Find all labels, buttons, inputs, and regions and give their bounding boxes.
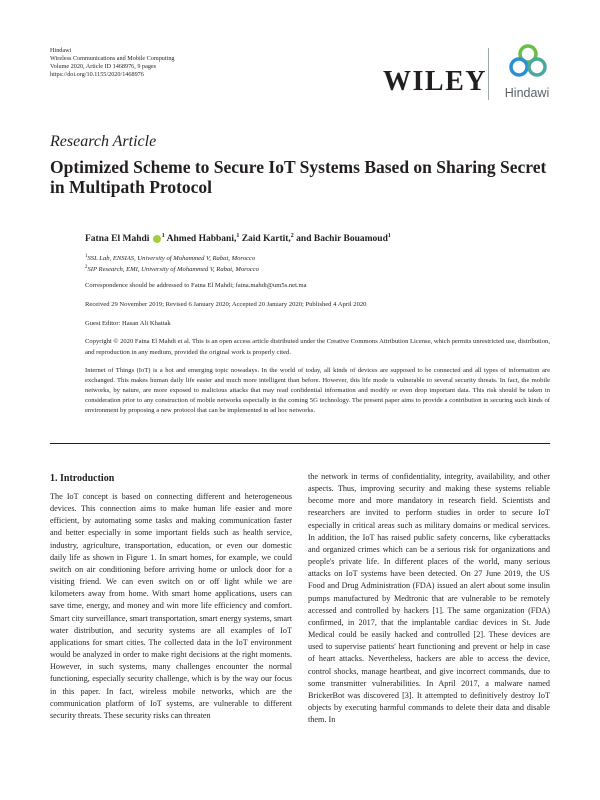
body-column-right [308,471,550,726]
article-title: Optimized Scheme to Secure IoT Systems Based on Sharing Secret in Multipath Protocol [50,157,547,197]
correspondence: Correspondence should be addressed to Fatna El Mahdi; fatna.mahdi@um5s.net.ma [85,282,307,289]
logo-divider [488,48,489,100]
affiliation-text: SSL Lab, ENSIAS, University of Mohammed V, Rabat, Morocco [87,255,256,263]
orcid-icon[interactable] [153,235,161,243]
publisher-name: Hindawi [50,47,72,54]
author-affiliation-mark: 1 [161,233,165,239]
doi-link[interactable]: https://doi.org/10.1155/2020/1468976 [50,71,144,78]
paragraph: The IoT concept is based on connecting different and heterogeneous devices. This connection aims to make human life easier and more efficient, by automating some tasks and making communication faster and better especially in some important fields such as health service, industry, agriculture, transportation, education, or even our domestic daily life as shown in Figure 1. In smart homes, for example, we could switch on air conditioning before arriving home or unlock door for a visiting friend. We can even switch on or off light while we are kilometers away from home. With smart home applications, users can save time, energy, and money and win more life efficiency and comfort. Smart city surveillance, smart transportation, smart energy systems, smart water distribution, and security systems are all examples of IoT applications for smart cities. The collected data in the IoT environment would be analyzed in order to make right decisions at the right moments. However, in such systems, many challenges encounter the normal functioning, especially security challenge, which is by the way our focus in this paper. In fact, wireless mobile networks, which are the communication platform of IoT systems, are vulnerable to different security threats. These security risks can threaten [50,492,293,720]
author-list [85,233,391,244]
author-affiliation-mark: 1 [387,233,391,239]
volume-info: Volume 2020, Article ID 1468976, 9 pages [50,63,157,70]
affiliation [85,263,555,275]
journal-name: Wireless Communications and Mobile Computing [50,55,175,62]
guest-editor: Guest Editor: Hasan Ali Khattak [85,320,171,327]
author-name[interactable]: Fatna El Mahdi [85,234,150,245]
journal-header [50,47,175,79]
author-name[interactable]: and Bachir Bouamoud [296,234,388,245]
article-type: Research Article [50,133,157,150]
wiley-logo: WILEY [383,66,487,97]
author-affiliation-mark: 2 [290,233,294,239]
author-name[interactable]: Zaid Kartit, [241,234,291,245]
affiliation-number: 2 [85,265,88,270]
author-affiliation-mark: 1 [236,233,240,239]
paragraph: the network in terms of confidentiality, integrity, availability, and other aspects. Thus, improving security and making these systems reliable become more and more mandatory in research field. Scientists and researchers are invited to perform studies in order to secure IoT especially in critical areas such as military domains or medical services. In addition, the IoT has raised public safety concerns, like cyberattacks and organized crimes which can be a serious risk for organizations and people's private life. In different places of the world, many serious attacks on IoT systems have been detected. On 27 June 2019, the US Food and Drug Administration (FDA) issued an alert about some insulin pumps manufactured by Medtronic that are vulnerable to be remotely accessed and controlled by hackers [1]. The same organization (FDA) confirmed, in 2017, that the implantable cardiac devices in St. Jude Medical could be easily hacked and controlled [2]. These devices are used to supervise patients' heart functioning and prevent or help in case of heart attacks. Nevertheless, hackers are able to access the device, control shocks, manage heartbeat, and give incorrect commands, due to some transmitter vulnerabilities. In April 2017, a malware named BrickerBot was discovered [3]. It attempted to definitively destroy IoT objects by executing harmful commands to delete their data and disable them. In [308,472,550,725]
affiliation [85,252,555,264]
copyright-notice: Copyright © 2020 Fatna El Mahdi et al. This is an open access article distributed under the Creative Commons Attribution License, which permits unrestricted use, distribution, and reproduction in any medium, provided the original work is properly cited. [85,338,550,356]
hindawi-logo-text: Hindawi [504,86,550,100]
body-column-left [50,491,292,722]
section-heading: 1. Introduction [50,473,115,484]
affiliation-text: SIP Research, EMI, University of Mohammed V, Rabat, Morocco [87,266,259,274]
article-dates: Received 29 November 2019; Revised 6 January 2020; Accepted 20 January 2020; Published 4 April 2020 [85,301,367,308]
section-divider [50,443,550,444]
author-name[interactable]: Ahmed Habbani, [166,234,237,245]
hindawi-logo-icon [498,44,558,86]
affiliation-number: 1 [85,254,88,259]
abstract: Internet of Things (IoT) is a hot and emerging topic nowadays. In the world of today, all kinds of devices are supposed to be connected and all types of information are exchanged. This makes human daily life easier and much more intelligent than before. However, this life mode is vulnerable to several security threats. In fact, the mobile networks, by nature, are more exposed to malicious attacks that may read confidential information and modify or even drop important data. This risk should be taken in consideration prior to any construction of mobile networks especially in the coming 5G technology. The present paper aims to provide a contribution in securing such kinds of environment by proposing a new protocol that can be implemented in ad hoc networks. [85,367,550,414]
